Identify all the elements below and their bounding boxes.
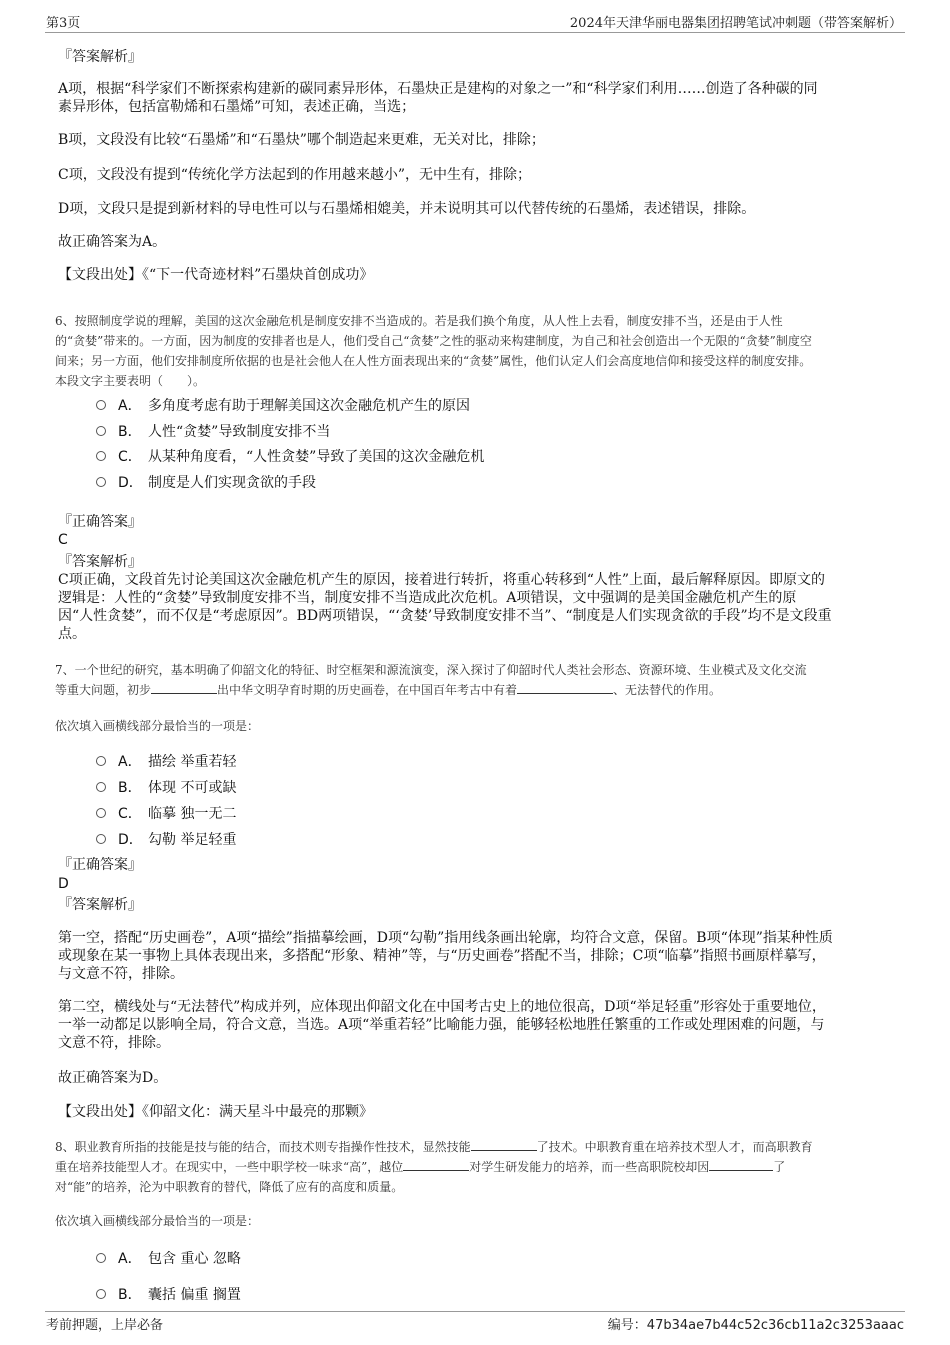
q7-analysis-p2-line3: 文意不符，排除。: [58, 1035, 170, 1051]
q7-conclusion: 故正确答案为D。: [58, 1070, 168, 1086]
q5-source: 【文段出处】《“下一代奇迹材料”石墨炔首创成功》: [58, 267, 374, 283]
radio-icon[interactable]: [96, 426, 106, 436]
q8-stem-line1: 8、职业教育所指的技能是技与能的结合，而技术则专指操作性技术，显然技能 了技术。中职教育重在培养技术型人才，而高职教育: [55, 1140, 813, 1154]
q6-stem-line4: 本段文字主要表明（ ）。: [55, 374, 206, 388]
q6-option-a[interactable]: A． 多角度考虑有助于理解美国这次金融危机产生的原因: [96, 395, 470, 415]
q5-conclusion: 故正确答案为A。: [58, 234, 167, 250]
footer-divider: [45, 1311, 905, 1312]
radio-icon[interactable]: [96, 400, 106, 410]
q8-option-a[interactable]: A． 包含 重心 忽略: [96, 1248, 241, 1268]
radio-icon[interactable]: [96, 808, 106, 818]
radio-icon[interactable]: [96, 782, 106, 792]
q7-analysis-p2-line1: 第二空，横线处与“无法替代”构成并列，应体现出仰韶文化在中国考古史上的地位很高，D项“举足轻重”形容处于重要地位，: [58, 999, 826, 1015]
radio-icon[interactable]: [96, 477, 106, 487]
radio-icon[interactable]: [96, 834, 106, 844]
q7-analysis-p1-line2: 或现象在某一事物上具体表现出来，多搭配“形象、精神”等，与“历史画卷”搭配不当，排除；C项“临摹”指照书画原样摹写，: [58, 948, 826, 964]
q6-option-b[interactable]: B． 人性“贪婪”导致制度安排不当: [96, 421, 330, 441]
q7-stem-line1: 7、一个世纪的研究，基本明确了仰韶文化的特征、时空框架和源流演变，深入探讨了仰韶时代人类社会形态、资源环境、生业模式及文化交流: [55, 663, 807, 677]
q6-analysis-line3: 因“人性贪婪”，而不仅是“考虑原因”。BD两项错误，“‘贪婪’导致制度安排不当”、“制度是人们实现贪欲的手段”均不是文段重: [58, 608, 832, 624]
q7-analysis-label: 『答案解析』: [58, 897, 142, 913]
q7-source: 【文段出处】《仰韶文化：满天星斗中最亮的那颗》: [58, 1104, 373, 1120]
fill-blank: [151, 681, 217, 694]
q7-analysis-p1-line3: 与文意不符，排除。: [58, 966, 184, 982]
fill-blank: [403, 1158, 469, 1171]
q5-analysis-label: 『答案解析』: [58, 49, 142, 65]
q7-analysis-p2-line2: 一举一动都足以影响全局，符合文意，当选。A项“举重若轻”比喻能力强，能够轻松地胜任繁重的工作或处理困难的问题，与: [58, 1017, 825, 1033]
q5-analysis-d: D项，文段只是提到新材料的导电性可以与石墨烯相媲美，并未说明其可以代替传统的石墨烯，表述错误，排除。: [58, 201, 756, 217]
q7-prompt: 依次填入画横线部分最恰当的一项是：: [55, 719, 260, 733]
q7-option-c[interactable]: C． 临摹 独一无二: [96, 803, 236, 823]
q7-answer: D: [58, 876, 69, 892]
q6-option-d[interactable]: D． 制度是人们实现贪欲的手段: [96, 472, 316, 492]
q6-analysis-line2: 逻辑是：人性的“贪婪”导致制度安排不当，制度安排不当造成此次危机。A项错误，文中强调的是美国金融危机产生的原: [58, 590, 797, 606]
q7-answer-label: 『正确答案』: [58, 857, 142, 873]
q5-analysis-b: B项，文段没有比较“石墨烯”和“石墨炔”哪个制造起来更难，无关对比，排除；: [58, 132, 545, 148]
q8-prompt: 依次填入画横线部分最恰当的一项是：: [55, 1214, 260, 1228]
radio-icon[interactable]: [96, 451, 106, 461]
q7-analysis-p1-line1: 第一空，搭配“历史画卷”，A项“描绘”指描摹绘画，D项“勾勒”指用线条画出轮廓，均符合文意，保留。B项“体现”指某种性质: [58, 930, 833, 946]
q6-analysis-line1: C项正确，文段首先讨论美国这次金融危机产生的原因，接着进行转折，将重心转移到“人性”上面，最后解释原因。即原文的: [58, 572, 826, 588]
fill-blank: [471, 1138, 537, 1151]
radio-icon[interactable]: [96, 1253, 106, 1263]
q8-stem-line3: 对“能”的培养，沦为中职教育的替代，降低了应有的高度和质量。: [55, 1180, 404, 1194]
fill-blank: [517, 681, 613, 694]
q5-analysis-a-line1: A项，根据“科学家们不断探索构建新的碳同素异形体，石墨炔正是建构的对象之一”和“科学家们利用……创造了各种碳的同: [58, 81, 818, 97]
q7-option-a[interactable]: A． 描绘 举重若轻: [96, 751, 236, 771]
q6-answer: C: [58, 532, 68, 548]
radio-icon[interactable]: [96, 756, 106, 766]
footer-code: 编号：47b34ae7b44c52c36cb11a2c3253aaac: [607, 1318, 904, 1333]
q6-stem-line2: 的“贪婪”带来的。一方面，因为制度的安排者也是人，他们受自己“贪婪”之性的驱动来构建制度，为自己和社会创造出一个无限的“贪婪”制度空: [55, 334, 812, 348]
q6-stem-line3: 间来；另一方面，他们安排制度所依据的也是社会他人在人性方面表现出来的“贪婪”属性，他们认定人们会高度地信仰和接受这样的制度安排。: [55, 354, 812, 368]
page-number: 第3页: [46, 16, 81, 31]
footer-slogan: 考前押题，上岸必备: [46, 1318, 164, 1333]
document-title: 2024年天津华丽电器集团招聘笔试冲刺题（带答案解析）: [569, 16, 902, 31]
radio-icon[interactable]: [96, 1289, 106, 1299]
q7-option-b[interactable]: B． 体现 不可或缺: [96, 777, 236, 797]
q5-analysis-c: C项，文段没有提到“传统化学方法起到的作用越来越小”，无中生有，排除；: [58, 167, 532, 183]
q8-option-b[interactable]: B． 囊括 偏重 搁置: [96, 1284, 241, 1304]
q6-stem-line1: 6、按照制度学说的理解，美国的这次金融危机是制度安排不当造成的。若是我们换个角度，从人性上去看，制度安排不当，还是由于人性: [55, 314, 783, 328]
q7-option-d[interactable]: D． 勾勒 举足轻重: [96, 829, 236, 849]
q6-option-c[interactable]: C． 从某种角度看，“人性贪婪”导致了美国的这次金融危机: [96, 446, 484, 466]
q6-answer-label: 『正确答案』: [58, 514, 142, 530]
q7-stem-line2: 等重大问题，初步 出中华文明孕育时期的历史画卷，在中国百年考古中有着 、无法替代的作用。: [55, 683, 722, 697]
q5-analysis-a-line2: 素异形体，包括富勒烯和石墨烯”可知，表述正确，当选；: [58, 99, 416, 115]
q6-analysis-label: 『答案解析』: [58, 554, 142, 570]
header-divider: [45, 32, 905, 33]
q8-stem-line2: 重在培养技能型人才。在现实中，一些中职学校一味求“高”，越位 对学生研发能力的培养，而一些高职院校却因 了: [55, 1160, 786, 1174]
q6-analysis-line4: 点。: [58, 626, 86, 642]
fill-blank: [709, 1158, 773, 1171]
